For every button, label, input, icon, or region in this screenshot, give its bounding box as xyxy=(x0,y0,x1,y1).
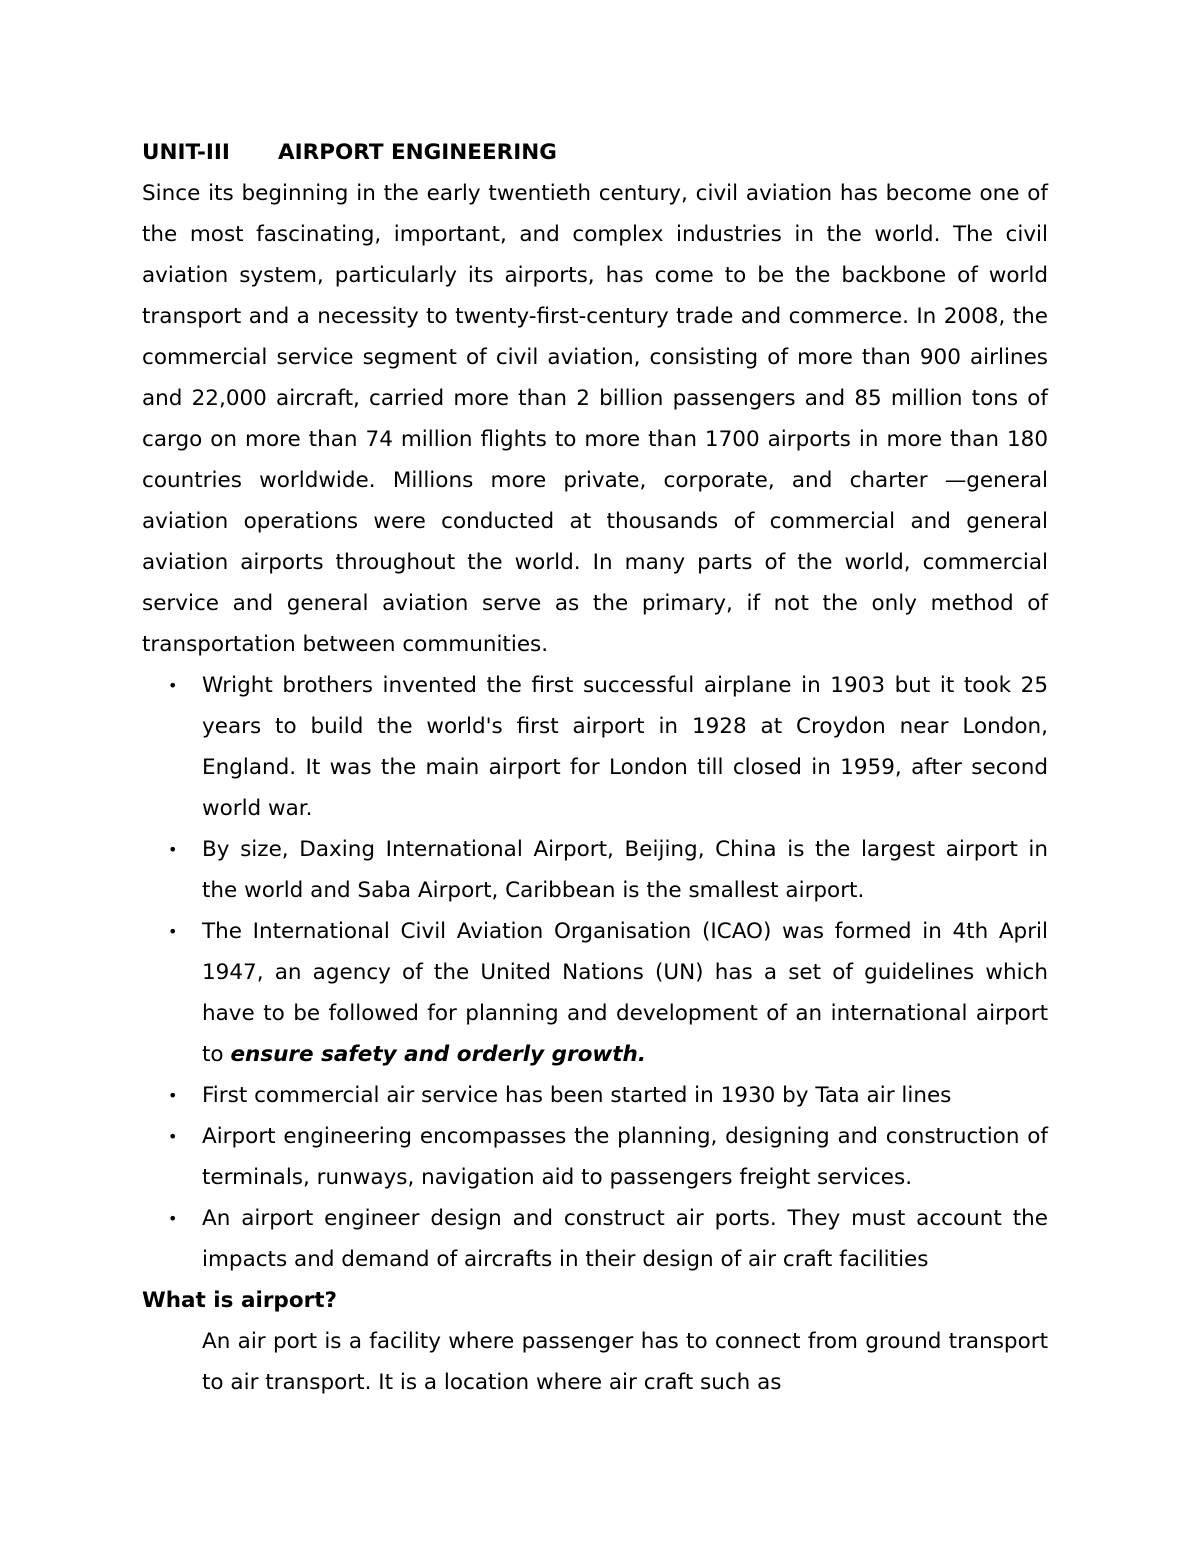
bullet-list xyxy=(142,665,1048,1280)
bullet-icon: • xyxy=(168,840,178,859)
bullet-icon: • xyxy=(168,1086,178,1105)
list-item xyxy=(142,1116,1048,1198)
bullet-icon: • xyxy=(168,922,178,941)
list-item xyxy=(142,829,1048,911)
bullet-text: Airport engineering encompasses the planning, designing and construction of terminals, runways, navigation aid to passengers freight services. xyxy=(202,1124,1048,1190)
list-item xyxy=(142,665,1048,829)
section-paragraph: An air port is a facility where passenger has to connect from ground transport to air transport. It is a location where air craft such as xyxy=(202,1329,1048,1395)
title-unit: UNIT-III xyxy=(142,140,230,165)
list-item xyxy=(142,911,1048,1075)
bullet-icon: • xyxy=(168,676,178,695)
document-title xyxy=(142,132,1048,173)
bullet-text: First commercial air service has been started in 1930 by Tata air lines xyxy=(202,1083,952,1108)
bullet-text: By size, Daxing International Airport, Beijing, China is the largest airport in the world and Saba Airport, Caribbean is the smallest airport. xyxy=(202,837,1048,903)
bullet-text: The International Civil Aviation Organisation (ICAO) was formed in 4th April 1947, an agency of the United Nations (UN) has a set of guidelines which have to be followed for planning and development of an international airport to xyxy=(202,919,1048,1067)
bullet-icon: • xyxy=(168,1127,178,1146)
bullet-text: An airport engineer design and construct air ports. They must account the impacts and demand of aircrafts in their design of air craft facilities xyxy=(202,1206,1048,1272)
bullet-text: Wright brothers invented the first successful airplane in 1903 but it took 25 years to build the world's first airport in 1928 at Croydon near London, England. It was the main airport for London till closed in 1959, after second world war. xyxy=(202,673,1048,821)
list-item xyxy=(142,1075,1048,1116)
emphasis-period: . xyxy=(637,1042,647,1067)
list-item xyxy=(142,1198,1048,1280)
bullet-icon: • xyxy=(168,1209,178,1228)
intro-paragraph: Since its beginning in the early twentieth century, civil aviation has become one of the most fascinating, important, and complex industries in the world. The civil aviation system, particularly its airports, has come to be the backbone of world transport and a necessity to twenty-first-century trade and commerce. In 2008, the commercial service segment of civil aviation, consisting of more than 900 airlines and 22,000 aircraft, carried more than 2 billion passengers and 85 million tons of cargo on more than 74 million flights to more than 1700 airports in more than 180 countries worldwide. Millions more private, corporate, and charter —general aviation operations were conducted at thousands of commercial and general aviation airports throughout the world. In many parts of the world, commercial service and general aviation serve as the primary, if not the only method of transportation between communities. xyxy=(142,181,1048,657)
document-page xyxy=(142,132,1048,1403)
section-heading: What is airport? xyxy=(142,1288,337,1313)
emphasis-text: ensure safety and orderly growth xyxy=(230,1042,638,1067)
title-text: AIRPORT ENGINEERING xyxy=(278,140,557,165)
